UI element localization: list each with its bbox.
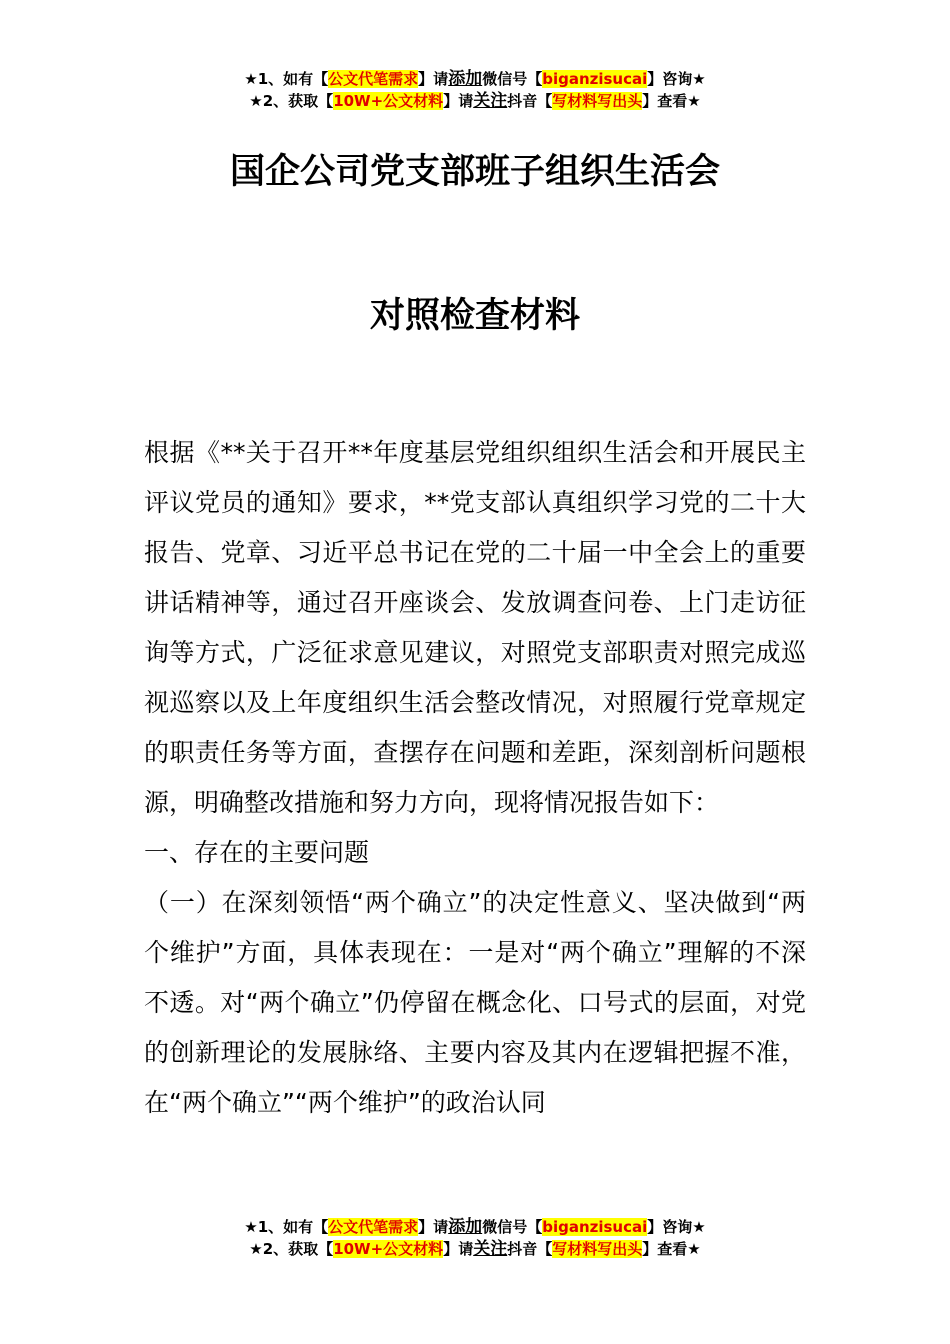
highlight-douyin: 写材料写出头 [552, 1240, 643, 1258]
highlight-materials: 10W+公文材料 [333, 92, 444, 110]
highlight-service: 公文代笔需求 [328, 70, 419, 88]
document-title-line-1: 国企公司党支部班子组织生活会 [229, 152, 720, 192]
promo-header [0, 68, 950, 112]
highlight-douyin: 写材料写出头 [552, 92, 643, 110]
document-title-line-2: 对照检查材料 [369, 296, 580, 336]
item-paragraph: （一）在深刻领悟“两个确立”的决定性意义、坚决做到“两个维护”方面，具体表现在：一是对“两个确立”理解的不深不透。对“两个确立”仍停留在概念化、口号式的层面，对党的创新理论的发展脉络、主要内容及其内在逻辑把握不准，在“两个确立”“两个维护”的政治认同 [144, 888, 806, 1117]
intro-paragraph: 根据《**关于召开**年度基层党组织组织生活会和开展民主评议党员的通知》要求，**党支部认真组织学习党的二十大报告、党章、习近平总书记在党的二十届一中全会上的重要讲话精神等，通过召开座谈会、发放调查问卷、上门走访征询等方式，广泛征求意见建议，对照党支部职责对照完成巡视巡察以及上年度组织生活会整改情况，对照履行党章规定的职责任务等方面，查摆存在问题和差距，深刻剖析问题根源，明确整改措施和努力方向，现将情况报告如下： [144, 438, 806, 817]
promo-line-1: ★1、如有【公文代笔需求】请添加微信号【biganzisucai】咨询★ [244, 69, 706, 89]
promo-line-2: ★2、获取【10W+公文材料】请关注抖音【写材料写出头】查看★ [249, 91, 701, 111]
highlight-materials: 10W+公文材料 [333, 1240, 444, 1258]
promo-line-1: ★1、如有【公文代笔需求】请添加微信号【biganzisucai】咨询★ [244, 1217, 706, 1237]
promo-line-2: ★2、获取【10W+公文材料】请关注抖音【写材料写出头】查看★ [249, 1239, 701, 1259]
highlight-wechat-id: biganzisucai [542, 70, 648, 88]
section-heading: 一、存在的主要问题 [144, 838, 370, 867]
document-body [144, 428, 806, 1128]
highlight-wechat-id: biganzisucai [542, 1218, 648, 1236]
promo-footer [0, 1216, 950, 1260]
highlight-service: 公文代笔需求 [328, 1218, 419, 1236]
